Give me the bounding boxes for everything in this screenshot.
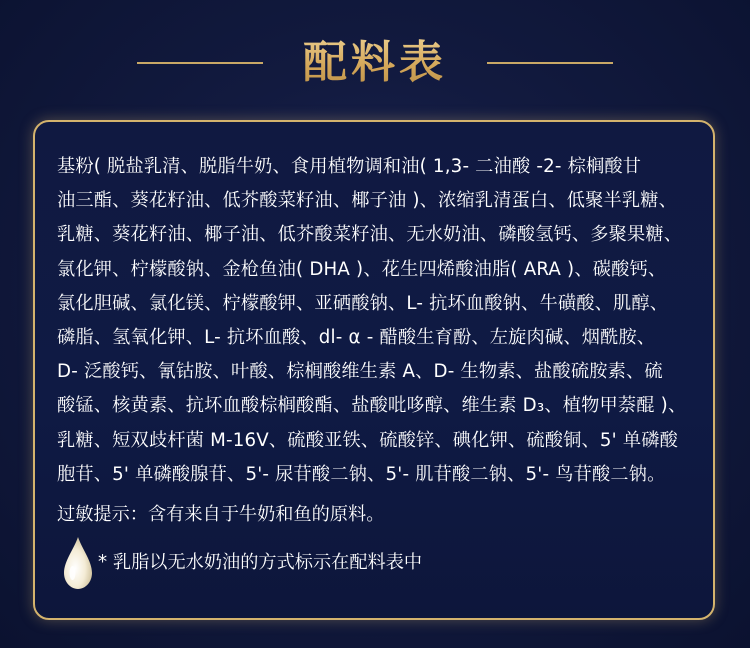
page-title: 配料表 <box>263 28 487 98</box>
allergen-notice: 过敏提示：含有来自于牛奶和鱼的原料。 <box>57 504 385 525</box>
footnote-text: * 乳脂以无水奶油的方式标示在配料表中 <box>98 552 423 573</box>
ingredient-line: 基粉( 脱盐乳清、脱脂牛奶、食用植物调和油( 1,3- 二油酸 -2- 棕榈酸甘 <box>57 156 642 177</box>
title-divider-right <box>487 62 613 64</box>
ingredient-line: 油三酯、葵花籽油、低芥酸菜籽油、椰子油 )、浓缩乳清蛋白、低聚半乳糖、 <box>57 190 678 212</box>
ingredient-line: 氯化胆碱、氯化镁、柠檬酸钾、亚硒酸钠、L- 抗坏血酸钠、牛磺酸、肌醇、 <box>57 292 669 314</box>
ingredient-line: 酸锰、核黄素、抗坏血酸棕榈酸酯、盐酸吡哆醇、维生素 D₃、植物甲萘醌 )、 <box>57 395 687 417</box>
ingredient-line: 胞苷、5' 单磷酸腺苷、5'- 尿苷酸二钠、5'- 肌苷酸二钠、5'- 鸟苷酸二钠。 <box>57 463 666 485</box>
ingredients-list <box>57 150 697 492</box>
header <box>0 28 750 98</box>
footnote-row <box>62 535 662 591</box>
title-divider-left <box>137 62 263 64</box>
milk-drop-icon <box>62 535 94 591</box>
ingredient-line: 乳糖、短双歧杆菌 M-16V、硫酸亚铁、硫酸锌、碘化钾、硫酸铜、5' 单磷酸 <box>57 429 679 451</box>
ingredient-line: 氯化钾、柠檬酸钠、金枪鱼油( DHA )、花生四烯酸油脂( ARA )、碳酸钙、 <box>57 258 667 280</box>
ingredient-line: 磷脂、氢氧化钾、L- 抗坏血酸、dl- α - 醋酸生育酚、左旋肉碱、烟酰胺、 <box>57 327 656 349</box>
ingredient-line: 乳糖、葵花籽油、椰子油、低芥酸菜籽油、无水奶油、磷酸氢钙、多聚果糖、 <box>57 224 683 246</box>
ingredient-line: D- 泛酸钙、氰钴胺、叶酸、棕榈酸维生素 A、D- 生物素、盐酸硫胺素、硫 <box>57 361 663 383</box>
